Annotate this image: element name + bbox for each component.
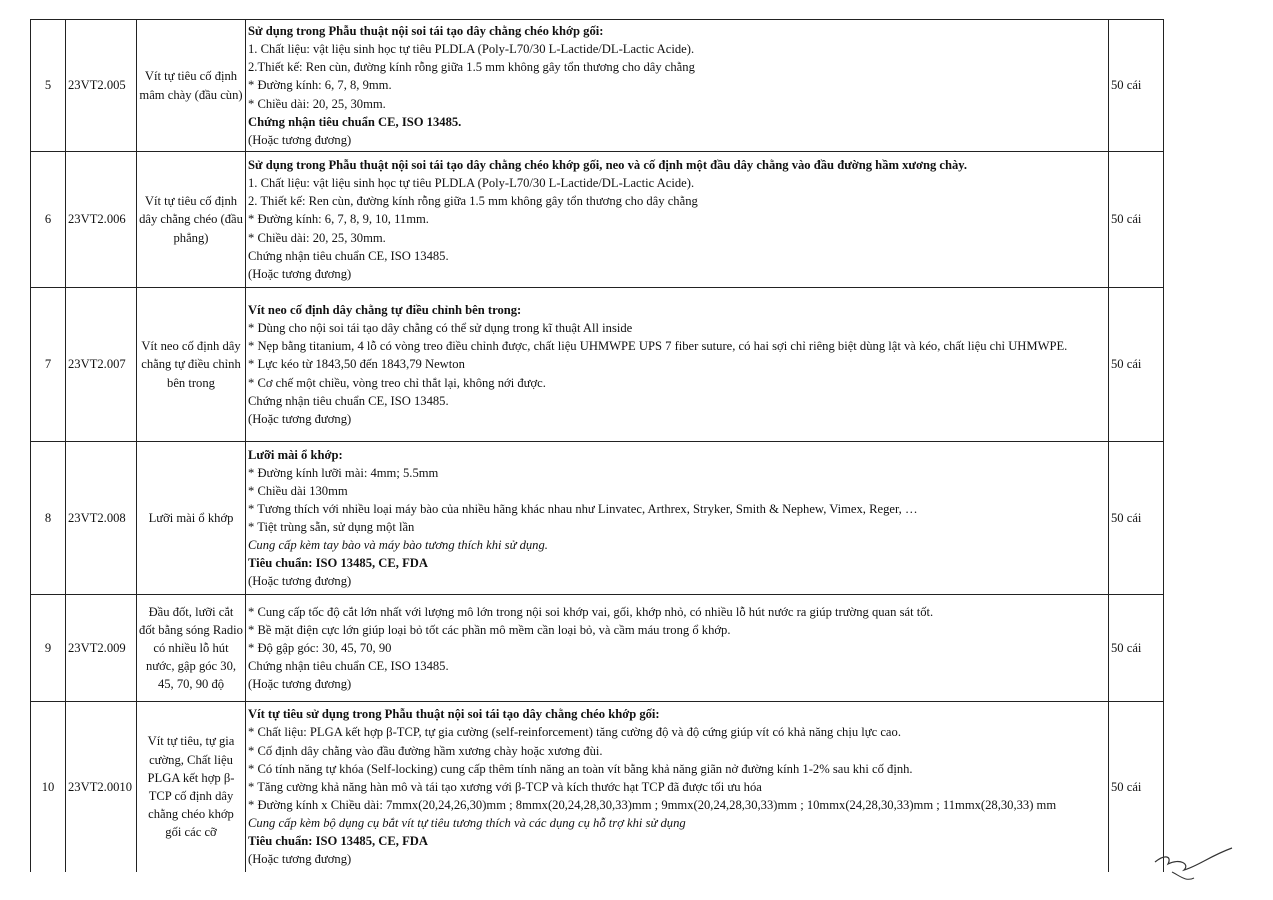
- desc-line: Tiêu chuẩn: ISO 13485, CE, FDA: [248, 833, 428, 848]
- desc-line: * Chất liệu: PLGA kết hợp β-TCP, tự gia cường (self-reinforcement) tăng cường độ và độ cứng giúp vít có khả năng chịu lực cao.: [248, 725, 901, 740]
- item-name: Lưỡi mài ổ khớp: [137, 442, 246, 595]
- desc-line: Sử dụng trong Phẫu thuật nội soi tái tạo dây chằng chéo khớp gối:: [248, 24, 604, 39]
- desc-line: * Cố định dây chằng vào đầu đường hầm xương chày hoặc xương đùi.: [248, 743, 603, 758]
- desc-line: * Dùng cho nội soi tái tạo dây chằng có thể sử dụng trong kĩ thuật All inside: [248, 321, 633, 336]
- signature-mark: [1150, 842, 1240, 887]
- item-quantity: 50 cái: [1109, 152, 1164, 288]
- table-row: [31, 288, 1164, 442]
- desc-line: Tiêu chuẩn: ISO 13485, CE, FDA: [248, 556, 428, 571]
- row-number: 7: [31, 288, 66, 442]
- desc-line: * Chiều dài 130mm: [248, 483, 348, 498]
- item-name: Vít tự tiêu cố định mâm chày (đầu cùn): [137, 20, 246, 152]
- desc-line: Sử dụng trong Phẫu thuật nội soi tái tạo dây chằng chéo khớp gối, neo và cố định một đầu dây chằng vào đầu đường hầm xương chày.: [248, 158, 968, 173]
- item-description: [246, 288, 1109, 442]
- desc-line: * Chiều dài: 20, 25, 30mm.: [248, 230, 386, 245]
- desc-line: * Độ gập góc: 30, 45, 70, 90: [248, 640, 392, 655]
- item-quantity: 50 cái: [1109, 20, 1164, 152]
- table-row: [31, 702, 1164, 872]
- desc-line: * Cơ chế một chiều, vòng treo chỉ thắt lại, không nới được.: [248, 375, 546, 390]
- item-quantity: 50 cái: [1109, 288, 1164, 442]
- desc-line: * Cung cấp tốc độ cắt lớn nhất với lượng mô lớn trong nội soi khớp vai, gối, khớp nhỏ, có nhiều lỗ hút nước ra giúp trường quan sát tốt.: [248, 604, 934, 619]
- desc-line: Chứng nhận tiêu chuẩn CE, ISO 13485.: [248, 393, 449, 408]
- row-number: 5: [31, 20, 66, 152]
- desc-line: Lưỡi mài ổ khớp:: [248, 447, 343, 462]
- desc-line: * Đường kính lưỡi mài: 4mm; 5.5mm: [248, 465, 439, 480]
- item-quantity: 50 cái: [1109, 595, 1164, 702]
- desc-line: 1. Chất liệu: vật liệu sinh học tự tiêu PLDLA (Poly-L70/30 L-Lactide/DL-Lactic Acide).: [248, 176, 695, 191]
- desc-line: * Có tính năng tự khóa (Self-locking) cung cấp thêm tính năng an toàn vít bằng khả năng giãn nở đường kính 1-2% sau khi cố định.: [248, 761, 913, 776]
- table-row: [31, 442, 1164, 595]
- desc-line: (Hoặc tương đương): [248, 411, 352, 426]
- table-row: [31, 20, 1164, 152]
- desc-line: * Đường kính: 6, 7, 8, 9mm.: [248, 78, 392, 93]
- desc-line: (Hoặc tương đương): [248, 574, 352, 589]
- item-description: [246, 702, 1109, 872]
- desc-line: * Lực kéo từ 1843,50 đến 1843,79 Newton: [248, 357, 465, 372]
- desc-line: Chứng nhận tiêu chuẩn CE, ISO 13485.: [248, 248, 449, 263]
- desc-line: (Hoặc tương đương): [248, 266, 352, 281]
- desc-line: * Nẹp bằng titanium, 4 lỗ có vòng treo điều chỉnh được, chất liệu UHMWPE UPS 7 fiber suture, có hai sợi chỉ riêng biệt dùng lật và kéo, chất liệu chỉ UHMWPE.: [248, 339, 1068, 354]
- desc-line: * Bề mặt điện cực lớn giúp loại bỏ tốt các phần mô mềm cần loại bỏ, và cầm máu trong ổ khớp.: [248, 622, 731, 637]
- table-row: [31, 595, 1164, 702]
- desc-line: (Hoặc tương đương): [248, 132, 352, 147]
- item-name: Vít neo cố định dây chằng tự điều chỉnh bên trong: [137, 288, 246, 442]
- item-name: Đầu đốt, lưỡi cắt đốt bằng sóng Radio có nhiều lỗ hút nước, gập góc 30, 45, 70, 90 độ: [137, 595, 246, 702]
- item-name: Vít tự tiêu, tự gia cường, Chất liệu PLGA kết hợp β-TCP cố định dây chằng chéo khớp gối các cỡ: [137, 702, 246, 872]
- item-code: 23VT2.007: [66, 288, 137, 442]
- desc-line: Vít tự tiêu sử dụng trong Phẫu thuật nội soi tái tạo dây chằng chéo khớp gối:: [248, 707, 660, 722]
- desc-line: Vít neo cố định dây chằng tự điều chỉnh bên trong:: [248, 303, 522, 318]
- desc-line: Chứng nhận tiêu chuẩn CE, ISO 13485.: [248, 659, 449, 674]
- item-quantity: 50 cái: [1109, 702, 1164, 872]
- desc-line: * Đường kính x Chiều dài: 7mmx(20,24,26,30)mm ; 8mmx(20,24,28,30,33)mm ; 9mmx(20,24,28,30,33)mm ; 10mmx(24,28,30,33)mm ; 11mmx(28,30,33) mm: [248, 797, 1057, 812]
- desc-line: Chứng nhận tiêu chuẩn CE, ISO 13485.: [248, 114, 462, 129]
- item-description: [246, 595, 1109, 702]
- desc-line: * Tăng cường khả năng hàn mô và tái tạo xương với β-TCP và kích thước hạt TCP đã được tối ưu hóa: [248, 779, 762, 794]
- row-number: 9: [31, 595, 66, 702]
- item-code: 23VT2.006: [66, 152, 137, 288]
- item-code: 23VT2.009: [66, 595, 137, 702]
- desc-line: 2. Thiết kế: Ren cùn, đường kính rỗng giữa 1.5 mm không gây tổn thương cho dây chằng: [248, 194, 698, 209]
- desc-line: 2.Thiết kế: Ren cùn, đường kính rỗng giữa 1.5 mm không gây tổn thương cho dây chằng: [248, 60, 695, 75]
- item-code: 23VT2.0010: [66, 702, 137, 872]
- item-description: [246, 442, 1109, 595]
- row-number: 8: [31, 442, 66, 595]
- item-quantity: 50 cái: [1109, 442, 1164, 595]
- desc-line: * Tiệt trùng sẵn, sử dụng một lần: [248, 520, 415, 534]
- desc-line: Cung cấp kèm tay bào và máy bào tương thích khi sử dụng.: [248, 538, 548, 553]
- desc-line: * Chiều dài: 20, 25, 30mm.: [248, 96, 386, 111]
- item-code: 23VT2.008: [66, 442, 137, 595]
- table-row: [31, 152, 1164, 288]
- desc-line: (Hoặc tương đương): [248, 852, 352, 867]
- row-number: 10: [31, 702, 66, 872]
- desc-line: Cung cấp kèm bộ dụng cụ bắt vít tự tiêu tương thích và các dụng cụ hỗ trợ khi sử dụng: [248, 815, 686, 830]
- equipment-spec-table: [30, 19, 1164, 872]
- row-number: 6: [31, 152, 66, 288]
- desc-line: (Hoặc tương đương): [248, 677, 352, 692]
- item-description: [246, 20, 1109, 152]
- desc-line: * Tương thích với nhiều loại máy bào của nhiều hãng khác nhau như Linvatec, Arthrex, Stryker, Smith & Nephew, Vimex, Reger, …: [248, 501, 918, 516]
- item-description: [246, 152, 1109, 288]
- item-name: Vít tự tiêu cố định dây chằng chéo (đầu phẳng): [137, 152, 246, 288]
- desc-line: * Đường kính: 6, 7, 8, 9, 10, 11mm.: [248, 212, 429, 227]
- item-code: 23VT2.005: [66, 20, 137, 152]
- desc-line: 1. Chất liệu: vật liệu sinh học tự tiêu PLDLA (Poly-L70/30 L-Lactide/DL-Lactic Acide).: [248, 42, 695, 57]
